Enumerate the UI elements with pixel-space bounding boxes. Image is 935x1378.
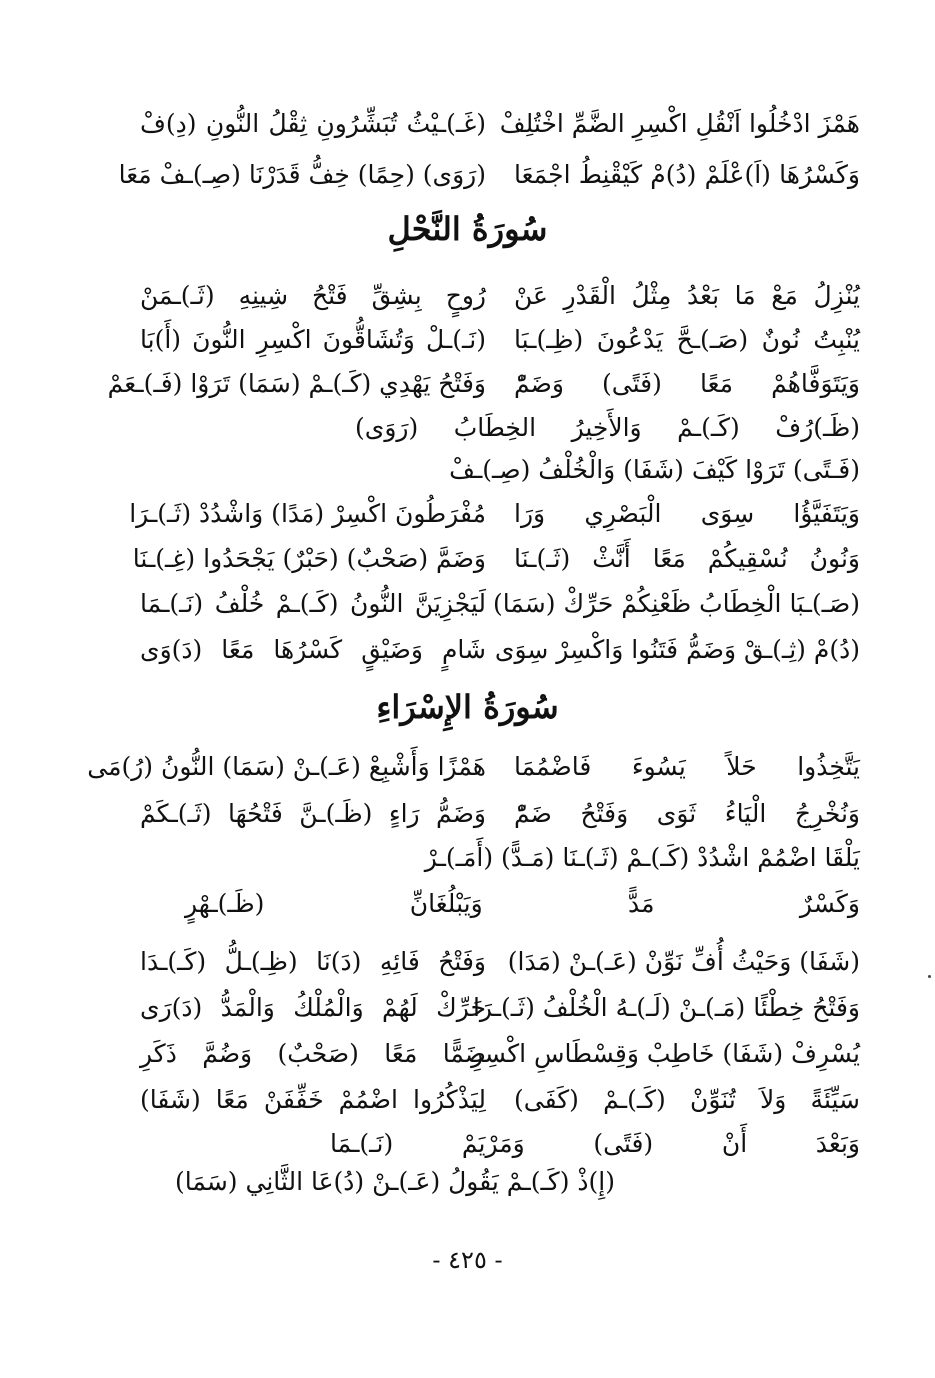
verse-line <box>107 364 860 404</box>
verse-right-hemistich: يَتَّخِذُوا حَلاً يَسُوءَ فَاضْمُمَا <box>514 752 860 781</box>
scan-mark <box>928 975 931 978</box>
verse-line <box>140 320 860 360</box>
verse-word: (كَـ)ـمْ <box>677 413 740 442</box>
verse-word: أَنْ <box>721 1129 748 1158</box>
verse-line-spread <box>185 884 860 924</box>
verse-word: (رَوَى) <box>355 413 419 442</box>
verse-left-hemistich: رُوحٍ بِشِقِّ فَتْحُ شِينِهِ (ثَـ)ـمَنْ <box>140 281 486 310</box>
verse-left-hemistich: لَيَجْزِيَنَّ النُّونُ (كَـ)ـمْ خُلْفُ (نَـ)ـمَا <box>140 589 486 618</box>
verse-right-hemistich: وَفَتْحُ خِطْئًا (مَـ)ـنْ (لَـ)ـهُ الْخُلْفُ (ثَـ)ـرَا <box>472 993 860 1022</box>
verse-line <box>140 1034 860 1074</box>
page-number: - ٤٢٥ - <box>432 1246 503 1274</box>
verse-line <box>140 104 860 144</box>
surah-heading-nahl: سُورَةُ النَّحْلِ <box>387 210 548 248</box>
verse-line <box>140 630 860 670</box>
verse-line <box>118 155 860 195</box>
verse-word: وَمَرْيَمْ <box>461 1129 525 1158</box>
verse-right-hemistich: يُسْرِفْ (شَفَا) خَاطِبْ وَقِسْطَاسِ اكْسِرِ <box>471 1039 860 1068</box>
verse-left-hemistich: ضَمًّا مَعًا (صَحْبٌ) وَضُمَّ ذَكَرِ <box>140 1039 486 1068</box>
verse-word: (نَـ)ـمَا <box>330 1129 394 1158</box>
verse-right-hemistich: (دُ)مْ (ثِـ)ـقْ وَضَمُّ فَتَنُوا وَاكْسِرْ سِوَى <box>494 635 860 664</box>
verse-left-hemistich: مُفْرَطُونَ اكْسِرْ (مَدًا) وَاشْدُدْ (ثَـ)ـرَا <box>129 499 486 528</box>
verse-word: وَكَسْرٌ <box>799 889 860 918</box>
verse-word: (ظَـ)ـهْرٍ <box>185 889 265 918</box>
verse-right-hemistich: وَنُونُ نُسْقِيكُمْ مَعًا أَنَّثْ (ثَـ)ـنَا <box>514 544 860 573</box>
verse-word: مَدًّ <box>628 889 655 918</box>
verse-left-hemistich: شَامٍ وَضَيْقٍ كَسْرُهَا مَعًا (دَ)وَى <box>140 635 486 664</box>
verse-left-hemistich: حَرِّكْ لَهُمْ وَالْمُلْكُ وَالْمَدُّ (دَ)رَى <box>140 993 486 1022</box>
verse-word: الخِطَابُ <box>453 413 537 442</box>
verse-right-hemistich: هَمْزَ ادْخُلُوا اَنْقُلِ اكْسِرِ الضَّمِّ اخْتُلِفْ <box>499 109 860 138</box>
verse-left-hemistich: وَضَمَّ (صَحْبٌ) (حَبْرٌ) يَجْحَدُوا (غِـ)ـنَا <box>132 544 486 573</box>
verse-line <box>132 539 860 579</box>
verse-right-hemistich: سَيِّئَةً وَلاَ تُنَوِّنْ (كَـ)ـمْ (كَفَى) <box>514 1085 860 1114</box>
verse-left-hemistich: لِيَذْكُرُوا اضْمُمْ خَفِّفَنْ مَعًا (شَفَا) <box>140 1085 486 1114</box>
verse-word: (فَتًى) <box>593 1129 654 1158</box>
verse-line <box>140 942 860 982</box>
verse-left-hemistich: وَفَتْحُ فَائِهِ (دَ)نَا (ظِـ)ـلُّ (كَـ)ـدَا <box>140 947 486 976</box>
verse-line <box>140 988 860 1028</box>
verse-right-hemistich: يُنْبِتُ نُونٌ (صَـ)ـحَّ يَدْعُونَ (ظِـ)ـبَا <box>514 325 860 354</box>
verse-line <box>140 794 860 834</box>
verse-line <box>129 494 860 534</box>
verse-right-hemistich: يُنْزِلُ مَعْ مَا بَعْدُ مِثْلُ الْقَدْرِ عَنْ <box>514 281 860 310</box>
verse-word: وَالأَخِيرُ <box>571 413 642 442</box>
verse-left-hemistich: (نَـ)ـلْ وَتُشَاقُّونَ اكْسِرِ النُّونَ (أَ)بَا <box>140 325 486 354</box>
verse-left-hemistich: وَفَتْحُ يَهْدِي (كَـ)ـمْ (سَمَا) تَرَوْا (فَـ)ـعَمْ <box>107 369 486 398</box>
verse-right-hemistich: وَيَتَفَيَّؤُا سِوَى الْبَصْرِي وَرَا <box>514 499 860 528</box>
verse-left-hemistich: (رَوَى) (حِمًا) خِفُّ قَدَرْنَا (صِـ)ـفْ مَعَا <box>118 160 486 189</box>
verse-line-single: يَلْقَا اضْمُمْ اشْدُدْ (كَـ)ـمْ (ثَـ)ـنَا (مَـدًّ) (أَمَـ)ـرْ <box>424 843 860 872</box>
verse-line <box>140 276 860 316</box>
verse-left-hemistich: وَضَمُّ رَاءٍ (ظَـ)ـنَّ فَتْحُهَا (ثَـ)ـكَمْ <box>140 799 486 828</box>
verse-right-hemistich: وَيَتَوَفَّاهُمْ مَعًا (فَتًى) وَضَمّْ <box>514 369 860 398</box>
verse-line-single: (فَـتًى) تَرَوْا كَيْفَ (شَفَا) وَالْخُلْفُ (صِـ)ـفْ <box>449 455 860 484</box>
verse-left-hemistich: هَمْزًا وَأَشْبِعْ (عَـ)ـنْ (سَمَا) النُّونُ (رُ)مَى <box>87 752 486 781</box>
verse-word: وَبَعْدَ <box>815 1129 860 1158</box>
verse-word: (ظَـ)رُفْ <box>775 413 860 442</box>
verse-left-hemistich: (غَـ)ـيْثُ تُبَشِّرُونِ ثِقْلُ النُّونِ (دِ)فْ <box>140 109 486 138</box>
verse-line <box>87 747 860 787</box>
verse-right-hemistich: وَنُخْرِجُ الْيَاءُ ثَوَى وَفَتْحُ ضَمّْ <box>514 799 860 828</box>
surah-heading-isra: سُورَةُ الإِسْرَاءِ <box>376 688 559 726</box>
verse-line <box>140 1080 860 1120</box>
verse-line-spread <box>330 1124 860 1164</box>
verse-line <box>140 584 860 624</box>
verse-right-hemistich: (صَـ)ـبَا الْخِطَابُ ظَعْنِكُمْ حَرِّكْ (سَمَا) <box>492 589 860 618</box>
verse-word: وَيَبْلُغَانِّ <box>409 889 483 918</box>
verse-line-spread <box>355 408 860 448</box>
verse-right-hemistich: (شَفَا) وَحَيْثُ أُفِّ نَوِّنْ (عَـ)ـنْ (مَدَا) <box>507 947 860 976</box>
verse-line-single: (إِ)ذْ (كَـ)ـمْ يَقُولُ (عَـ)ـنْ (دُ)عَا الثَّانِي (سَمَا) <box>175 1167 615 1196</box>
verse-right-hemistich: وَكَسْرُهَا (اَ)عْلَمْ (دُ)مْ كَيْقْنِطُ اجْمَعَا <box>514 160 860 189</box>
